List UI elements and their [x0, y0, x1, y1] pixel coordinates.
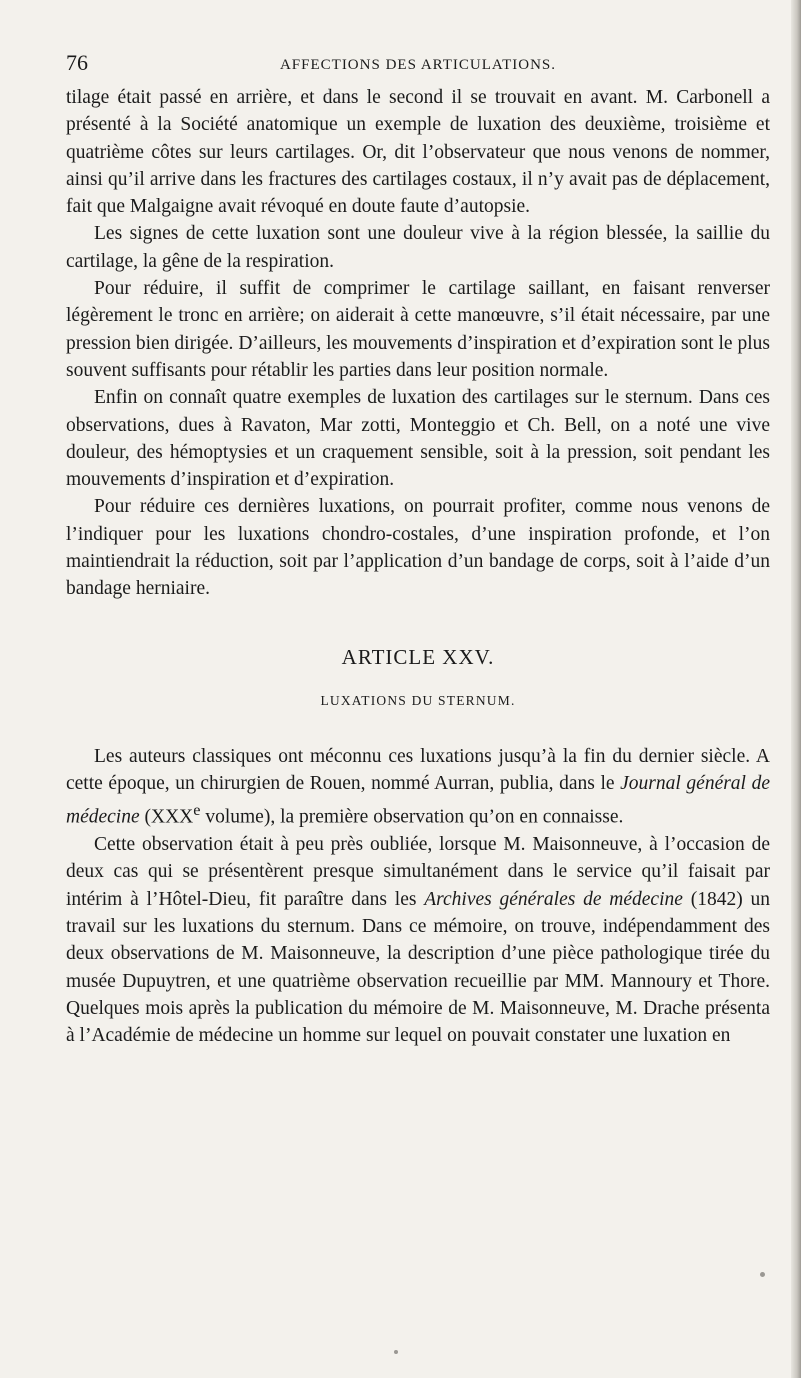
- paragraph-maisonneuve: [66, 831, 770, 1049]
- paragraph-sternum-cases: Enfin on connaît quatre exemples de luxation des cartilages sur le sternum. Dans ces observations, dues à Ravaton, Mar zotti, Monteggio et Ch. Bell, on a noté une vive douleur, des hémoptysies et un craquement sensible, soit à la pression, soit pendant les mouvements d’inspiration et d’expiration.: [66, 387, 770, 491]
- maisonneuve-text-before: Cette observation était à peu près oubliée, lorsque M. Maisonneuve, à l’occasion de deux cas qui se présentèrent presque simultanément dans le service qu’il faisait par intérim à l’Hôtel-Dieu, fit paraître dans les: [66, 834, 770, 910]
- paragraph-signs: Les signes de cette luxation sont une douleur vive à la région blessée, la saillie du cartilage, la gêne de la respiration.: [66, 223, 770, 272]
- body-text: [66, 84, 770, 1049]
- running-title: AFFECTIONS DES ARTICULATIONS.: [279, 57, 557, 73]
- page-header: [66, 50, 770, 80]
- section-title: LUXATIONS DU STERNUM.: [320, 692, 516, 708]
- journal-title: Journal général de médecine: [66, 772, 770, 828]
- paper-speck: [760, 1272, 765, 1277]
- paper-speck: [394, 1350, 398, 1354]
- archives-title: Archives générales de médecine: [424, 888, 683, 910]
- maisonneuve-text-after: (1842) un travail sur les luxations du sternum. Dans ce mémoire, on trouve, indépendamment des deux observations de M. Maisonneuve, la description d’une pièce pathologique tirée du musée Dupuytren, et une quatrième observation recueillie par MM. Mannoury et Thore. Quelques mois après la publication du mémoire de M. Maisonneuve, M. Drache présenta à l’Académie de médecine un homme sur lequel on pouvait constater une luxation en: [66, 888, 770, 1047]
- paragraph-reduction: Pour réduire, il suffit de comprimer le cartilage saillant, en faisant renverser légèrement le tronc en arrière; on aiderait à cette manœuvre, s’il était nécessaire, par une pression bien dirigée. D’ailleurs, les mouvements d’inspiration et d’expiration sont le plus souvent suffisants pour rétablir les parties dans leur position normale.: [66, 278, 770, 381]
- history-text-before: Les auteurs classiques ont méconnu ces luxations jusqu’à la fin du dernier siècle. A cette époque, un chirurgien de Rouen, nommé Aurran, publia, dans le: [66, 745, 770, 794]
- page-number: 76: [66, 50, 88, 75]
- paragraph-reduction-methods: Pour réduire ces dernières luxations, on pourrait profiter, comme nous venons de l’indiquer pour les luxations chondro-costales, d’une inspiration profonde, et l’on maintiendrait la réduction, soit par l’application d’un bandage de corps, soit à l’aide d’un bandage herniaire.: [66, 496, 770, 600]
- paragraph-continuation: tilage était passé en arrière, et dans le second il se trouvait en avant. M. Carbonell a présenté à la Société anatomique un exemple de luxation des deuxième, troisième et quatrième côtes sur leurs cartilages. Or, dit l’observateur que nous venons de nommer, ainsi qu’il arrive dans les fractures des cartilages costaux, il n’y avait pas de déplacement, fait que Malgaigne avait révoqué en doute faute d’autopsie.: [66, 87, 770, 218]
- volume-superscript: e: [193, 801, 201, 820]
- history-text-after: volume), la première observation qu’on en connaisse.: [200, 806, 624, 828]
- paragraph-history: [66, 743, 770, 831]
- article-title: ARTICLE XXV.: [341, 644, 495, 669]
- page-edge: [791, 0, 801, 1378]
- volume-text: (XXX: [139, 806, 194, 828]
